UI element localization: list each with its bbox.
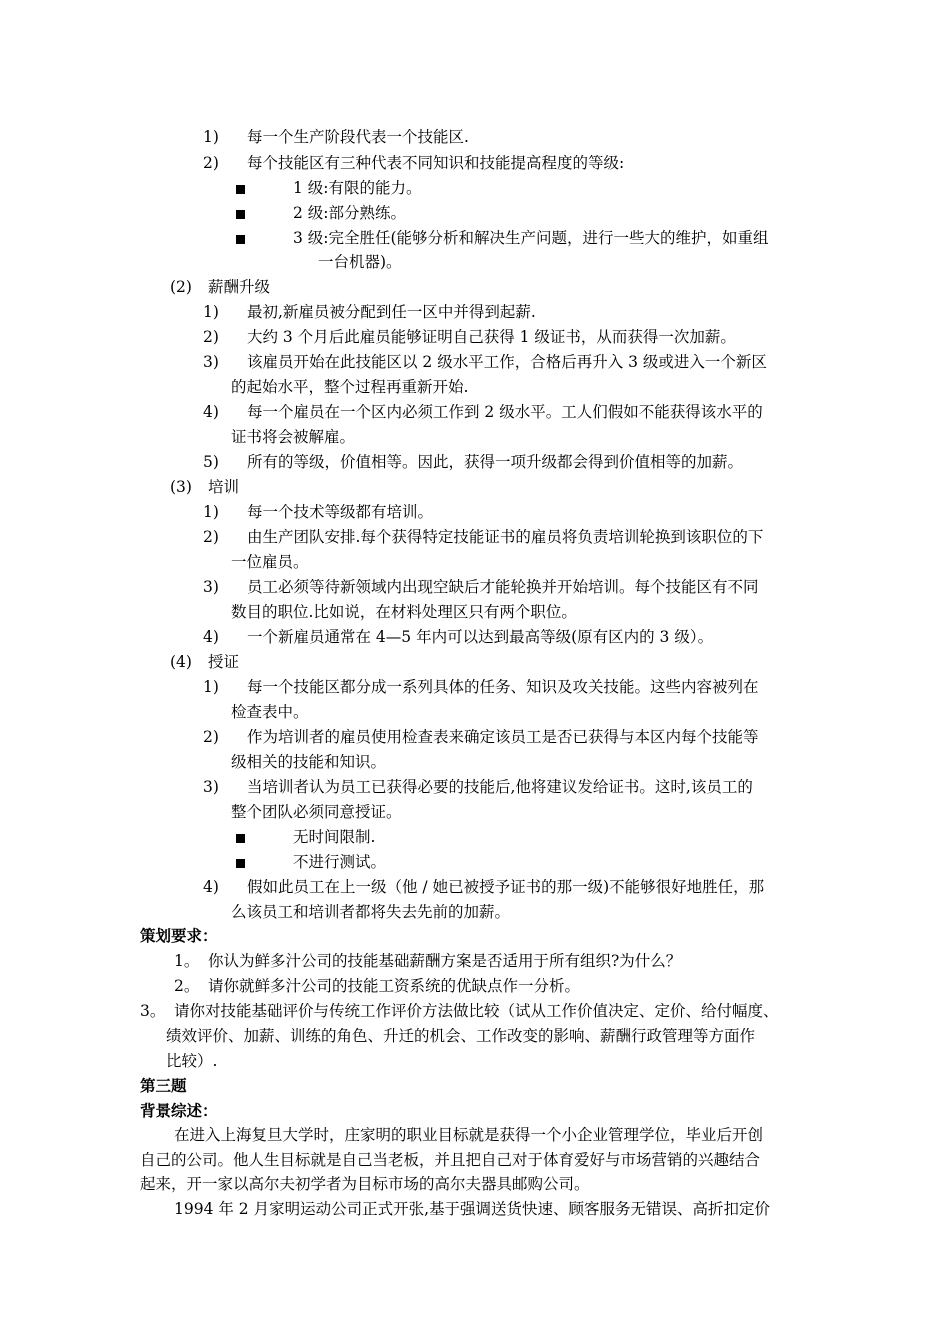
list-item-text: 每一个生产阶段代表一个技能区.	[247, 128, 469, 146]
list-item-continuation: 数目的职位.比如说，在材料处理区只有两个职位。	[231, 603, 577, 621]
list-number: 4)	[203, 878, 219, 896]
bullet-square-icon	[236, 203, 245, 223]
bullet-square-icon	[236, 178, 245, 198]
list-number: 4)	[203, 628, 219, 646]
paragraph-line: 自己的公司。他人生目标就是自己当老板，并且把自己对于体育爱好与市场营销的兴趣结合	[140, 1151, 761, 1169]
list-item-text: 每一个技能区都分成一系列具体的任务、知识及攻关技能。这些内容被列在	[247, 678, 759, 696]
list-item-continuation: 证书将会被解雇。	[231, 428, 356, 446]
list-item-text: 由生产团队安排.每个获得特定技能证书的雇员将负责培训轮换到该职位的下	[247, 528, 764, 546]
background-heading: 背景综述：	[140, 1102, 218, 1120]
list-number: 1)	[203, 503, 219, 521]
bullet-square-icon	[236, 852, 245, 872]
bullet-text: 3 级:完全胜任(能够分析和解决生产问题，进行一些大的维护，如重组	[293, 229, 769, 247]
bullet-square-icon	[236, 228, 245, 248]
bullet-text: 1 级:有限的能力。	[293, 179, 422, 197]
planning-heading: 策划要求：	[140, 927, 218, 945]
list-number: 3)	[203, 578, 219, 596]
list-item-continuation: 整个团队必须同意授证。	[231, 803, 402, 821]
question-text: 请你对技能基础评价与传统工作评价方法做比较（试从工作价值决定、定价、给付幅度、	[174, 1002, 779, 1020]
list-item-text: 每一个技术等级都有培训。	[247, 503, 434, 521]
bullet-square-icon	[236, 827, 245, 847]
list-item-continuation: 级相关的技能和知识。	[231, 753, 387, 771]
list-item-text: 一个新雇员通常在 4—5 年内可以达到最高等级(原有区内的 3 级）。	[247, 628, 714, 646]
paragraph-line: 起来，开一家以高尔夫初学者为目标市场的高尔夫器具邮购公司。	[140, 1175, 590, 1193]
bullet-text-continuation: 一台机器)。	[318, 253, 402, 271]
section-number: (4)	[170, 653, 192, 671]
list-item-text: 员工必须等待新领域内出现空缺后才能轮换并开始培训。每个技能区有不同	[247, 578, 759, 596]
paragraph-line: 在进入上海复旦大学时，庄家明的职业目标就是获得一个小企业管理学位，毕业后开创	[174, 1126, 764, 1144]
bullet-text: 无时间限制.	[293, 828, 376, 846]
list-item-text: 作为培训者的雇员使用检查表来确定该员工是否已获得与本区内每个技能等	[247, 728, 759, 746]
list-number: 2)	[203, 528, 219, 546]
list-number: 2)	[203, 728, 219, 746]
section-title: 授证	[208, 653, 240, 671]
bullet-text: 不进行测试。	[293, 853, 387, 871]
list-item-text: 每一个雇员在一个区内必须工作到 2 级水平。工人们假如不能获得该水平的	[247, 403, 763, 421]
question-number: 1。	[174, 952, 200, 970]
question-continuation: 绩效评价、加薪、训练的角色、升迁的机会、工作改变的影响、薪酬行政管理等方面作	[166, 1027, 756, 1045]
list-item-continuation: 么该员工和培训者都将失去先前的加薪。	[231, 903, 511, 921]
list-number: 2)	[203, 328, 219, 346]
list-item-text: 所有的等级，价值相等。因此，获得一项升级都会得到价值相等的加薪。	[247, 453, 744, 471]
list-number: 1)	[203, 303, 219, 321]
section-heading: 第三题	[140, 1077, 187, 1095]
list-number: 1)	[203, 678, 219, 696]
list-item-text: 假如此员工在上一级（他 / 她已被授予证书的那一级)不能够很好地胜任，那	[247, 878, 765, 896]
list-number: 5)	[203, 453, 219, 471]
list-item-text: 当培训者认为员工已获得必要的技能后,他将建议发给证书。这时,该员工的	[247, 778, 753, 796]
section-number: (2)	[170, 278, 192, 296]
list-number: 4)	[203, 403, 219, 421]
question-text: 请你就鲜多汁公司的技能工资系统的优缺点作一分析。	[208, 977, 581, 995]
section-title: 培训	[208, 478, 240, 496]
list-item-continuation: 的起始水平，整个过程再重新开始.	[231, 378, 469, 396]
list-item-continuation: 一位雇员。	[231, 553, 309, 571]
list-item-text: 最初,新雇员被分配到任一区中并得到起薪.	[247, 303, 536, 321]
list-number: 2)	[203, 154, 219, 172]
paragraph-line: 1994 年 2 月家明运动公司正式开张,基于强调送货快速、顾客服务无错误、高折扣定价	[174, 1200, 771, 1218]
list-item-text: 大约 3 个月后此雇员能够证明自己获得 1 级证书，从而获得一次加薪。	[247, 328, 736, 346]
list-item-text: 每个技能区有三种代表不同知识和技能提高程度的等级:	[247, 154, 625, 172]
section-title: 薪酬升级	[208, 278, 271, 296]
list-number: 1)	[203, 128, 219, 146]
list-item-text: 该雇员开始在此技能区以 2 级水平工作，合格后再升入 3 级或进入一个新区	[247, 353, 767, 371]
question-number: 3。	[140, 1002, 166, 1020]
list-item-continuation: 检查表中。	[231, 703, 309, 721]
question-text: 你认为鲜多汁公司的技能基础薪酬方案是否适用于所有组织?为什么？	[208, 952, 682, 970]
section-number: (3)	[170, 478, 192, 496]
question-continuation: 比较）.	[166, 1052, 218, 1070]
list-number: 3)	[203, 353, 219, 371]
question-number: 2。	[174, 977, 200, 995]
bullet-text: 2 级:部分熟练。	[293, 204, 407, 222]
list-number: 3)	[203, 778, 219, 796]
